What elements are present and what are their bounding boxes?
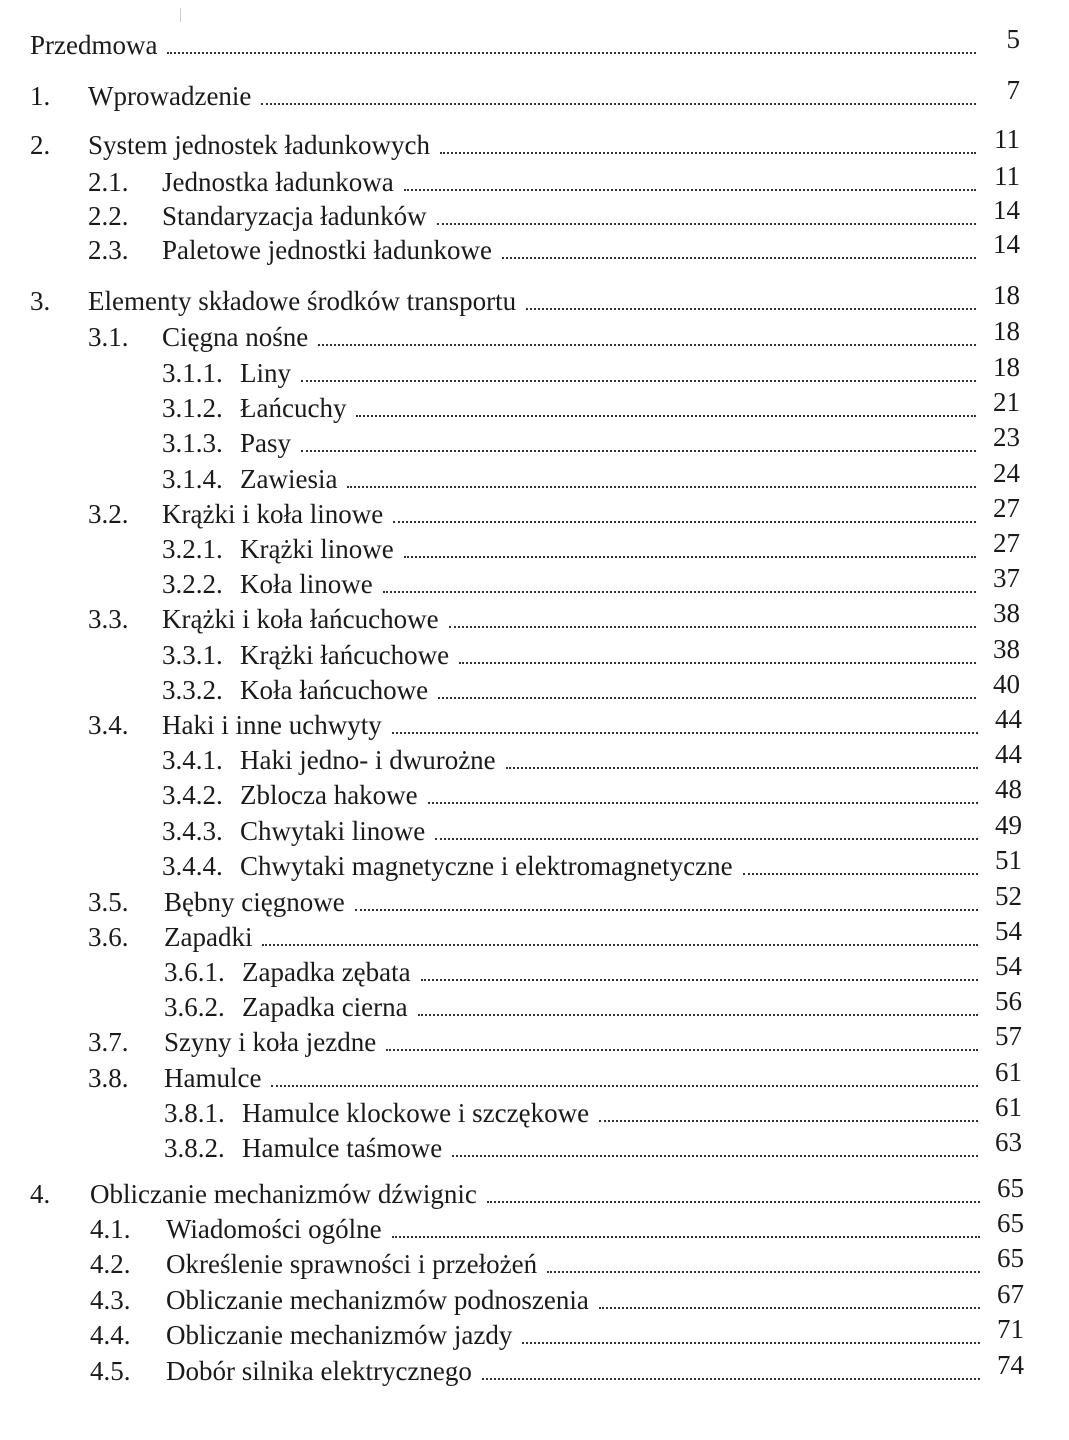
toc-entry-title: Liny	[240, 358, 291, 388]
toc-dot-leader	[482, 1378, 980, 1380]
toc-entry-number: 3.5.	[88, 887, 129, 917]
toc-dot-leader	[428, 802, 978, 804]
toc-entry-title: Hamulce	[164, 1063, 262, 1093]
toc-entry-title: Obliczanie mechanizmów jazdy	[166, 1320, 513, 1350]
toc-entry-number: 4.5.	[90, 1356, 131, 1386]
toc-dot-leader	[318, 344, 976, 346]
toc-entry-title: Szyny i koła jezdne	[164, 1027, 377, 1057]
toc-entry-title: Bębny cięgnowe	[164, 887, 345, 917]
toc-entry-page-number: 23	[993, 422, 1020, 452]
toc-entry-page-number: 65	[997, 1208, 1024, 1238]
toc-entry-page-number: 14	[993, 195, 1020, 225]
toc-entry-number: 3.3.	[88, 604, 129, 634]
toc-entry-number: 2.	[30, 130, 51, 160]
toc-entry	[0, 951, 1069, 989]
toc-entry-page-number: 67	[997, 1279, 1024, 1309]
toc-dot-leader	[743, 873, 978, 875]
toc-dot-leader	[506, 767, 978, 769]
toc-entry	[0, 280, 1069, 318]
toc-dot-leader	[437, 223, 976, 225]
toc-entry-title: Pasy	[240, 428, 292, 458]
toc-entry	[0, 916, 1069, 954]
toc-entry	[0, 1350, 1069, 1388]
toc-entry-page-number: 74	[997, 1350, 1024, 1380]
toc-dot-leader	[599, 1307, 980, 1309]
toc-entry-page-number: 52	[995, 881, 1022, 911]
toc-entry	[0, 458, 1069, 496]
toc-entry	[0, 24, 1069, 62]
toc-dot-leader	[522, 1342, 980, 1344]
toc-entry-title: Wprowadzenie	[88, 81, 252, 111]
toc-entry-title: Haki jedno- i dwurożne	[240, 745, 496, 775]
toc-dot-leader	[262, 944, 978, 946]
toc-dot-leader	[271, 1085, 978, 1087]
toc-entry	[0, 229, 1069, 267]
toc-entry-title: Koła linowe	[240, 569, 373, 599]
toc-dot-leader	[421, 979, 978, 981]
toc-entry	[0, 1279, 1069, 1317]
toc-entry-page-number: 54	[995, 916, 1022, 946]
toc-entry-number: 1.	[30, 81, 51, 111]
toc-entry-page-number: 48	[995, 774, 1022, 804]
toc-entry-number: 4.2.	[90, 1249, 131, 1279]
toc-entry-title: Hamulce taśmowe	[242, 1133, 443, 1163]
toc-dot-leader	[392, 732, 978, 734]
toc-dot-leader	[487, 1201, 980, 1203]
toc-entry	[0, 124, 1069, 162]
toc-entry-page-number: 11	[994, 124, 1020, 154]
toc-entry-title: Dobór silnika elektrycznego	[166, 1356, 472, 1386]
toc-entry-title: System jednostek ładunkowych	[88, 130, 430, 160]
toc-entry-title: Łańcuchy	[240, 393, 347, 423]
toc-entry-number: 2.3.	[88, 235, 129, 265]
toc-entry-title: Zblocza hakowe	[240, 780, 418, 810]
toc-entry-number: 3.4.4.	[162, 851, 223, 881]
toc-entry-page-number: 44	[995, 739, 1022, 769]
toc-entry-page-number: 24	[993, 458, 1020, 488]
toc-entry-number: 3.6.2.	[164, 992, 225, 1022]
toc-entry-title: Zapadka zębata	[242, 957, 411, 987]
toc-dot-leader	[452, 1155, 978, 1157]
toc-entry-number: 3.	[30, 286, 51, 316]
toc-entry-page-number: 40	[993, 669, 1020, 699]
toc-entry	[0, 704, 1069, 742]
toc-entry-page-number: 57	[995, 1021, 1022, 1051]
toc-dot-leader	[502, 257, 976, 259]
toc-entry-number: 3.4.3.	[162, 816, 223, 846]
toc-dot-leader	[418, 1014, 978, 1016]
toc-entry-page-number: 38	[993, 634, 1020, 664]
toc-entry	[0, 75, 1069, 113]
toc-entry-page-number: 51	[995, 845, 1022, 875]
toc-entry	[0, 634, 1069, 672]
toc-entry-title: Cięgna nośne	[162, 322, 309, 352]
toc-entry-title: Zawiesia	[240, 464, 338, 494]
toc-entry-page-number: 49	[995, 810, 1022, 840]
toc-entry-title: Obliczanie mechanizmów podnoszenia	[166, 1285, 589, 1315]
toc-dot-leader	[301, 380, 976, 382]
toc-dot-leader	[301, 450, 976, 452]
toc-entry-title: Określenie sprawności i przełożeń	[166, 1249, 538, 1279]
toc-entry-page-number: 18	[993, 280, 1020, 310]
toc-dot-leader	[392, 1236, 980, 1238]
toc-entry-page-number: 61	[995, 1092, 1022, 1122]
toc-entry	[0, 493, 1069, 531]
toc-entry-page-number: 5	[1006, 24, 1020, 54]
toc-entry-title: Chwytaki linowe	[240, 816, 426, 846]
toc-entry-page-number: 71	[997, 1314, 1024, 1344]
toc-entry-title: Elementy składowe środków transportu	[88, 286, 517, 316]
toc-entry	[0, 352, 1069, 390]
toc-dot-leader	[347, 486, 976, 488]
toc-entry	[0, 598, 1069, 636]
toc-dot-leader	[459, 662, 976, 664]
toc-entry-page-number: 14	[993, 229, 1020, 259]
toc-entry-number: 3.7.	[88, 1027, 129, 1057]
toc-entry-number: 3.3.1.	[162, 640, 223, 670]
toc-entry	[0, 422, 1069, 460]
toc-entry-title: Koła łańcuchowe	[240, 675, 429, 705]
toc-dot-leader	[167, 52, 976, 54]
toc-entry	[0, 1127, 1069, 1165]
toc-entry	[0, 1021, 1069, 1059]
toc-entry-title: Jednostka ładunkowa	[162, 167, 394, 197]
toc-entry	[0, 845, 1069, 883]
toc-entry-number: 3.4.2.	[162, 780, 223, 810]
toc-entry-number: 4.1.	[90, 1214, 131, 1244]
toc-entry-page-number: 18	[993, 352, 1020, 382]
toc-entry-number: 3.8.2.	[164, 1133, 225, 1163]
toc-dot-leader	[386, 1049, 978, 1051]
toc-dot-leader	[435, 838, 978, 840]
toc-entry-number: 3.1.	[88, 322, 129, 352]
toc-dot-leader	[404, 556, 976, 558]
toc-entry-number: 3.3.2.	[162, 675, 223, 705]
toc-entry-number: 3.2.2.	[162, 569, 223, 599]
toc-entry-page-number: 65	[997, 1173, 1024, 1203]
toc-dot-leader	[526, 308, 976, 310]
toc-entry-number: 2.2.	[88, 201, 129, 231]
toc-entry-title: Zapadki	[164, 922, 253, 952]
scan-artifact	[180, 8, 181, 22]
toc-entry	[0, 1208, 1069, 1246]
toc-entry-title: Wiadomości ogólne	[166, 1214, 382, 1244]
toc-entry-page-number: 56	[995, 986, 1022, 1016]
toc-entry	[0, 810, 1069, 848]
toc-entry	[0, 316, 1069, 354]
toc-entry	[0, 986, 1069, 1024]
toc-entry-number: 3.8.	[88, 1063, 129, 1093]
toc-entry	[0, 387, 1069, 425]
toc-entry-page-number: 7	[1006, 75, 1020, 105]
toc-entry-title: Standaryzacja ładunków	[162, 201, 427, 231]
toc-dot-leader	[449, 626, 976, 628]
toc-dot-leader	[438, 697, 976, 699]
toc-dot-leader	[599, 1120, 978, 1122]
toc-dot-leader	[355, 909, 978, 911]
toc-entry-page-number: 38	[993, 598, 1020, 628]
toc-dot-leader	[383, 591, 976, 593]
toc-dot-leader	[440, 152, 976, 154]
toc-entry-title: Przedmowa	[30, 30, 158, 60]
toc-entry	[0, 161, 1069, 199]
toc-dot-leader	[356, 415, 976, 417]
toc-entry-title: Chwytaki magnetyczne i elektromagnetyczne	[240, 851, 733, 881]
toc-entry-title: Krążki łańcuchowe	[240, 640, 450, 670]
toc-entry-number: 4.4.	[90, 1320, 131, 1350]
toc-entry	[0, 1243, 1069, 1281]
toc-entry	[0, 669, 1069, 707]
toc-dot-leader	[393, 521, 976, 523]
toc-entry	[0, 1092, 1069, 1130]
toc-entry	[0, 1057, 1069, 1095]
toc-entry	[0, 528, 1069, 566]
toc-entry-number: 2.1.	[88, 167, 129, 197]
toc-entry-page-number: 37	[993, 563, 1020, 593]
toc-entry-title: Krążki linowe	[240, 534, 394, 564]
toc-entry-page-number: 11	[994, 161, 1020, 191]
toc-entry-number: 3.1.2.	[162, 393, 223, 423]
toc-entry-page-number: 21	[993, 387, 1020, 417]
toc-entry-number: 3.4.	[88, 710, 129, 740]
toc-entry-title: Paletowe jednostki ładunkowe	[162, 235, 492, 265]
toc-entry-page-number: 63	[995, 1127, 1022, 1157]
toc-entry	[0, 195, 1069, 233]
toc-entry-page-number: 44	[995, 704, 1022, 734]
toc-entry-number: 3.6.	[88, 922, 129, 952]
toc-entry-title: Haki i inne uchwyty	[162, 710, 382, 740]
toc-entry-page-number: 54	[995, 951, 1022, 981]
toc-entry-number: 3.6.1.	[164, 957, 225, 987]
toc-dot-leader	[404, 189, 976, 191]
toc-entry	[0, 774, 1069, 812]
toc-entry-title: Obliczanie mechanizmów dźwignic	[90, 1179, 477, 1209]
toc-entry-number: 3.1.1.	[162, 358, 223, 388]
toc-entry	[0, 881, 1069, 919]
toc-entry-number: 3.2.1.	[162, 534, 223, 564]
toc-entry-number: 3.4.1.	[162, 745, 223, 775]
toc-entry	[0, 563, 1069, 601]
toc-entry-page-number: 61	[995, 1057, 1022, 1087]
toc-entry-number: 3.1.3.	[162, 428, 223, 458]
toc-entry-page-number: 27	[993, 493, 1020, 523]
toc-entry-page-number: 27	[993, 528, 1020, 558]
toc-dot-leader	[261, 103, 976, 105]
toc-entry-number: 4.	[30, 1179, 51, 1209]
toc-entry-number: 3.8.1.	[164, 1098, 225, 1128]
toc-entry-title: Krążki i koła łańcuchowe	[162, 604, 439, 634]
toc-entry	[0, 739, 1069, 777]
toc-entry-number: 3.2.	[88, 499, 129, 529]
toc-entry	[0, 1173, 1069, 1211]
toc-entry-title: Zapadka cierna	[242, 992, 408, 1022]
toc-entry-number: 4.3.	[90, 1285, 131, 1315]
toc-entry-page-number: 65	[997, 1243, 1024, 1273]
toc-dot-leader	[547, 1271, 980, 1273]
toc-entry-number: 3.1.4.	[162, 464, 223, 494]
toc-entry-page-number: 18	[993, 316, 1020, 346]
toc-entry-title: Hamulce klockowe i szczękowe	[242, 1098, 590, 1128]
toc-entry-title: Krążki i koła linowe	[162, 499, 384, 529]
toc-entry	[0, 1314, 1069, 1352]
